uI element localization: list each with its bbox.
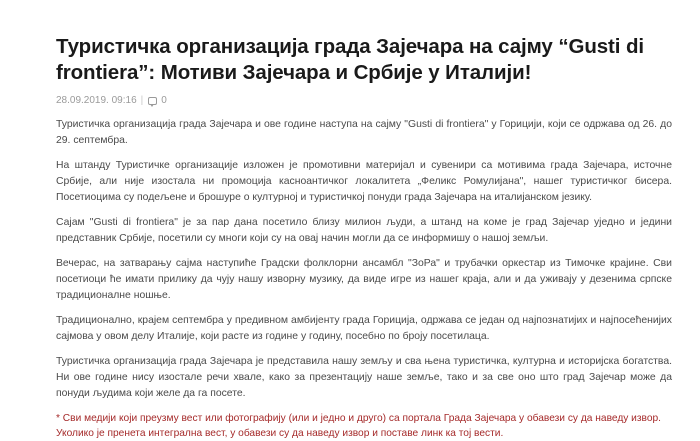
article-title: Туристичка организација града Зајечара на сајму “Gusti di frontiera”: Мотиви Зајечара и Србије у Италији! (56, 35, 644, 84)
meta-separator: | (140, 95, 144, 106)
comment-count[interactable]: 0 (161, 95, 167, 106)
article-paragraph-5: Традиционално, крајем септембра у предивном амбијенту града Горицијa, одржава се један од најпознатијих и најпосећенијих сајмова у овом делу Италије, који расте из године у годину, посебно по броју посетилаца. (56, 315, 672, 342)
copyright-note: * Сви медији који преузму вест или фотографију (или и једно и друго) са портала Града Зајечара у обавези су да наведу извор. Уколико је пренета интегрална вест, у обавези су да наведу извор и поставе линк ка тој вести. (56, 413, 662, 439)
article-paragraph-4: Вечерас, на затварању сајма наступиће Градски фолклорни ансамбл "ЗоРа" и трубачки оркестар из Тимочке крајине. Сви посетиоци ће имати прилику да чују нашу изворну музику, да виде игре из нашег краја, али и да уживају у дезенима српске традиционалне ношње. (56, 258, 672, 301)
article-paragraph-2: На штанду Туристичке организације изложен је промотивни материјал и сувенири са мотивима града Зајечара, источне Србије, али није изостала ни промоција касноантичког локалитета „Феликс Ромулијана", нашег туристичког бисера. Посетиоцима су подељене и брошуре о културној и туристичкој понуди града Зајечара на италијанском језику. (56, 160, 672, 203)
article-meta (56, 95, 672, 106)
article-paragraph-3: Сајам "Gusti di frontiera" је за пар дана посетило близу милион људи, а штанд на коме је град Зајечар уједно и једини представник Србије, посетили су многи који су на овај начин могли да се информишу о нашој земљи. (56, 217, 672, 244)
article-paragraph-6: Туристичка организација града Зајечара је представила нашу земљу и сва њена туристичка, културна и историјска богатства. Ни ове године нису изостале речи хвале, како за презентацију наше земље, тако и за све оно што град Зајечар може да понуди људима који желе да га посете. (56, 356, 672, 399)
article-paragraph-1: Туристичка организација града Зајечара и ове године наступа на сајму "Gusti di frontiera" у Горицији, који се одржава од 26. до 29. септембра. (56, 119, 672, 146)
comment-icon[interactable] (148, 97, 157, 105)
article-date: 28.09.2019. 09:16 (56, 95, 137, 106)
